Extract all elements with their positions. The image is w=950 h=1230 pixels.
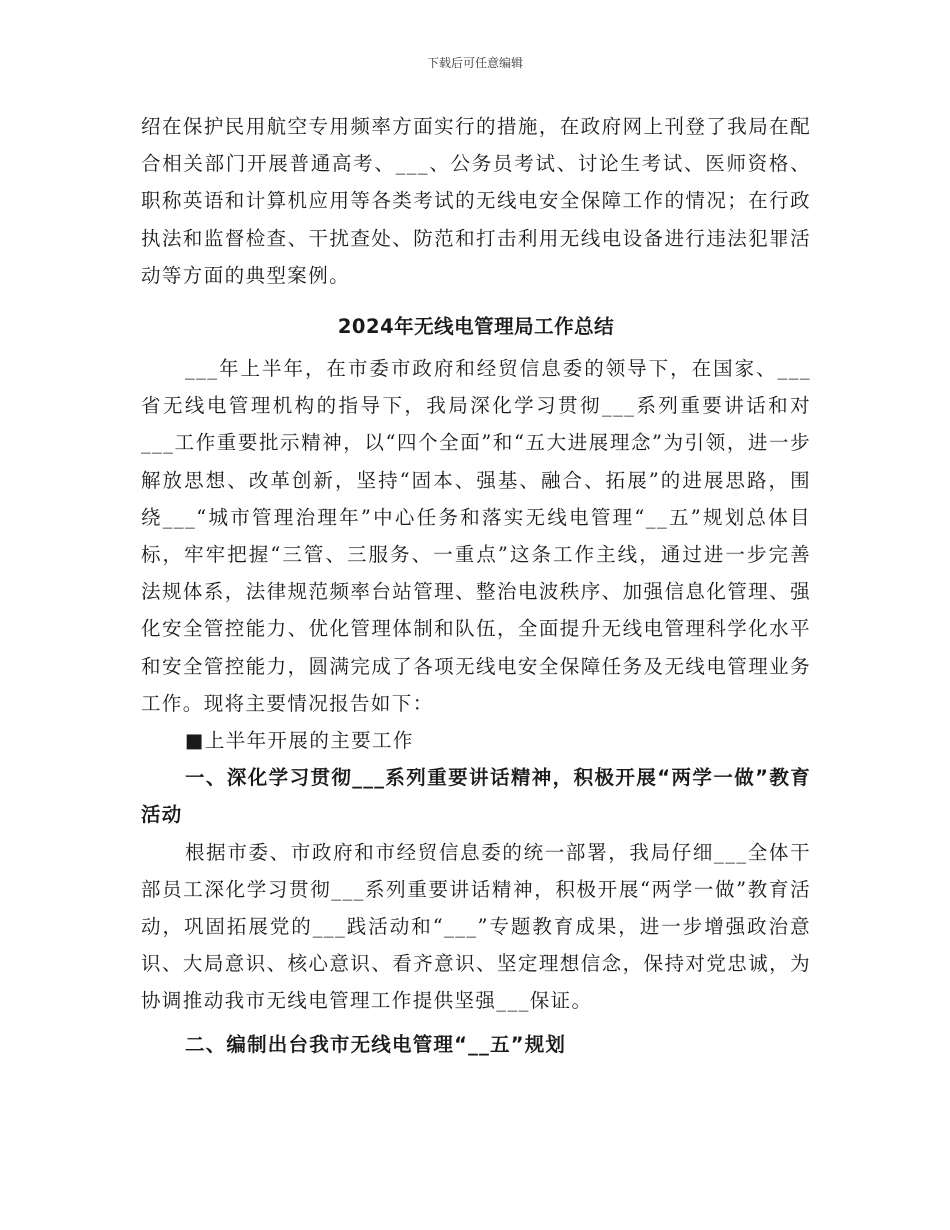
body-paragraph-1: ___年上半年，在市委市政府和经贸信息委的领导下，在国家、___省无线电管理机构的指导下，我局深化学习贯彻___系列重要讲话和对___工作重要批示精神，以“四个全面”和“五大进展理念”为引领，进一步解放思想、改革创新，坚持“固本、强基、融合、拓展”的进展思路，围绕___“城市管理治理年”中心任务和落实无线电管理“__五”规划总体目标，牢牢把握“三管、三服务、一重点”这条工作主线，通过进一步完善法规体系，法律规范频率台站管理、整治电波秩序、加强信息化管理、强化安全管控能力、优化管理体制和队伍，全面提升无线电管理科学化水平和安全管控能力，圆满完成了各项无线电安全保障任务及无线电管理业务工作。现将主要情况报告如下： — [141, 357, 811, 715]
section-heading-2: 二、编制出台我市无线电管理“__五”规划 — [185, 1032, 567, 1056]
intro-paragraph: 绍在保护民用航空专用频率方面实行的措施，在政府网上刊登了我局在配合相关部门开展普通高考、___、公务员考试、讨论生考试、医师资格、职称英语和计算机应用等各类考试的无线电安全保障工作的情况；在行政执法和监督检查、干扰查处、防范和打击利用无线电设备进行违法犯罪活动等方面的典型案例。 — [141, 115, 811, 287]
document-body — [141, 108, 811, 1063]
body-paragraph-2: 根据市委、市政府和市经贸信息委的统一部署，我局仔细___全体干部员工深化学习贯彻___系列重要讲话精神，积极开展“两学一做”教育活动，巩固拓展党的___践活动和“___”专题教育成果，进一步增强政治意识、大局意识、核心意识、看齐意识、坚定理想信念，保持对党忠诚，为协调推动我市无线电管理工作提供坚强___保证。 — [141, 840, 811, 1013]
page-header: 下载后可任意编辑 — [426, 56, 523, 70]
document-title: 2024年无线电管理局工作总结 — [337, 315, 615, 339]
bullet-heading: ■上半年开展的主要工作 — [185, 729, 414, 753]
section-heading-1: 一、深化学习贯彻___系列重要讲话精神，积极开展“两学一做”教育活动 — [141, 766, 811, 827]
